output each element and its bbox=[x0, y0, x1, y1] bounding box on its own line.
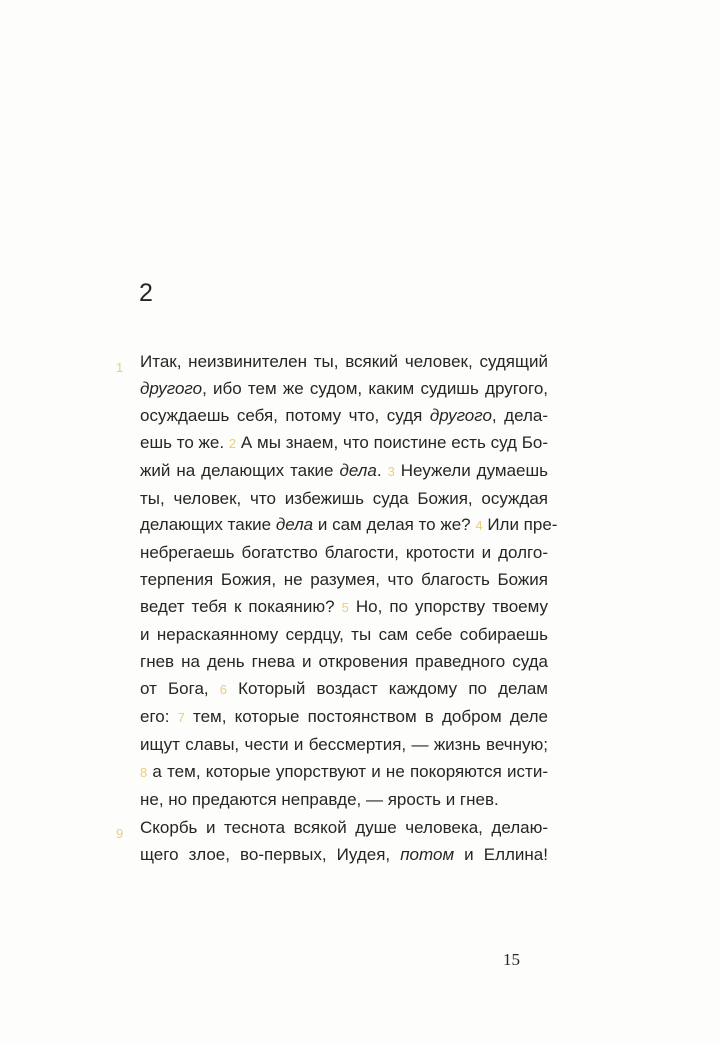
text-line: жий на делающих такие дела. 3 Неужели думаешь bbox=[140, 460, 548, 480]
verse-number-1: 1 bbox=[116, 360, 124, 375]
paragraph-verses-1-8 bbox=[116, 349, 558, 813]
text-line: осуждаешь себя, потому что, судя другого, дела- bbox=[140, 405, 548, 425]
verse-number-5: 5 bbox=[341, 600, 349, 616]
text-line: ведет тебя к покаянию? 5 Но, по упорству твоему bbox=[140, 597, 548, 617]
text-line: 8 а тем, которые упорствуют и не покоряются исти- bbox=[140, 761, 548, 781]
text-line: щего злое, во-первых, Иудея, потом и Еллина! bbox=[140, 844, 548, 864]
text-line: ешь то же. 2 А мы знаем, что поистине есть суд Бо- bbox=[140, 432, 549, 452]
text-line: другого, ибо тем же судом, каким судишь другого, bbox=[140, 378, 548, 398]
text-line: его: 7 тем, которые постоянством в добром деле bbox=[140, 706, 549, 726]
verse-number-4: 4 bbox=[475, 518, 483, 534]
text-line: Итак, неизвинителен ты, всякий человек, судящий bbox=[140, 352, 548, 371]
verse-number-9: 9 bbox=[116, 826, 124, 841]
text-line: гнев на день гнева и откровения праведного суда bbox=[140, 651, 548, 671]
chapter-number: 2 bbox=[139, 279, 153, 307]
verse-number-8: 8 bbox=[140, 764, 148, 780]
text-line: не, но предаются неправде, — ярость и гнев. bbox=[140, 789, 499, 809]
verse-number-3: 3 bbox=[387, 463, 395, 479]
page-number: 15 bbox=[503, 950, 520, 969]
verse-number-2: 2 bbox=[228, 435, 237, 451]
text-line: Скорбь и теснота всякой душе человека, делаю- bbox=[140, 818, 548, 837]
text-line: терпения Божия, не разумея, что благость Божия bbox=[140, 570, 548, 590]
text-line: небрегаешь богатство благости, кротости и долго- bbox=[140, 543, 548, 563]
text-line: и нераскаянному сердцу, ты сам себе собираешь bbox=[140, 625, 548, 645]
text-line: ты, человек, что избежишь суда Божия, осуждая bbox=[140, 488, 548, 508]
text-line: от Бога, 6 Который воздаст каждому по делам bbox=[140, 678, 548, 698]
verse-number-7: 7 bbox=[177, 709, 185, 725]
verse-number-6: 6 bbox=[219, 681, 227, 697]
text-line: ищут славы, чести и бессмертия, — жизнь вечную; bbox=[140, 734, 548, 754]
paragraph-verse-9 bbox=[116, 815, 548, 869]
text-line: делающих такие дела и сам делая то же? 4 Или пре- bbox=[140, 515, 558, 535]
